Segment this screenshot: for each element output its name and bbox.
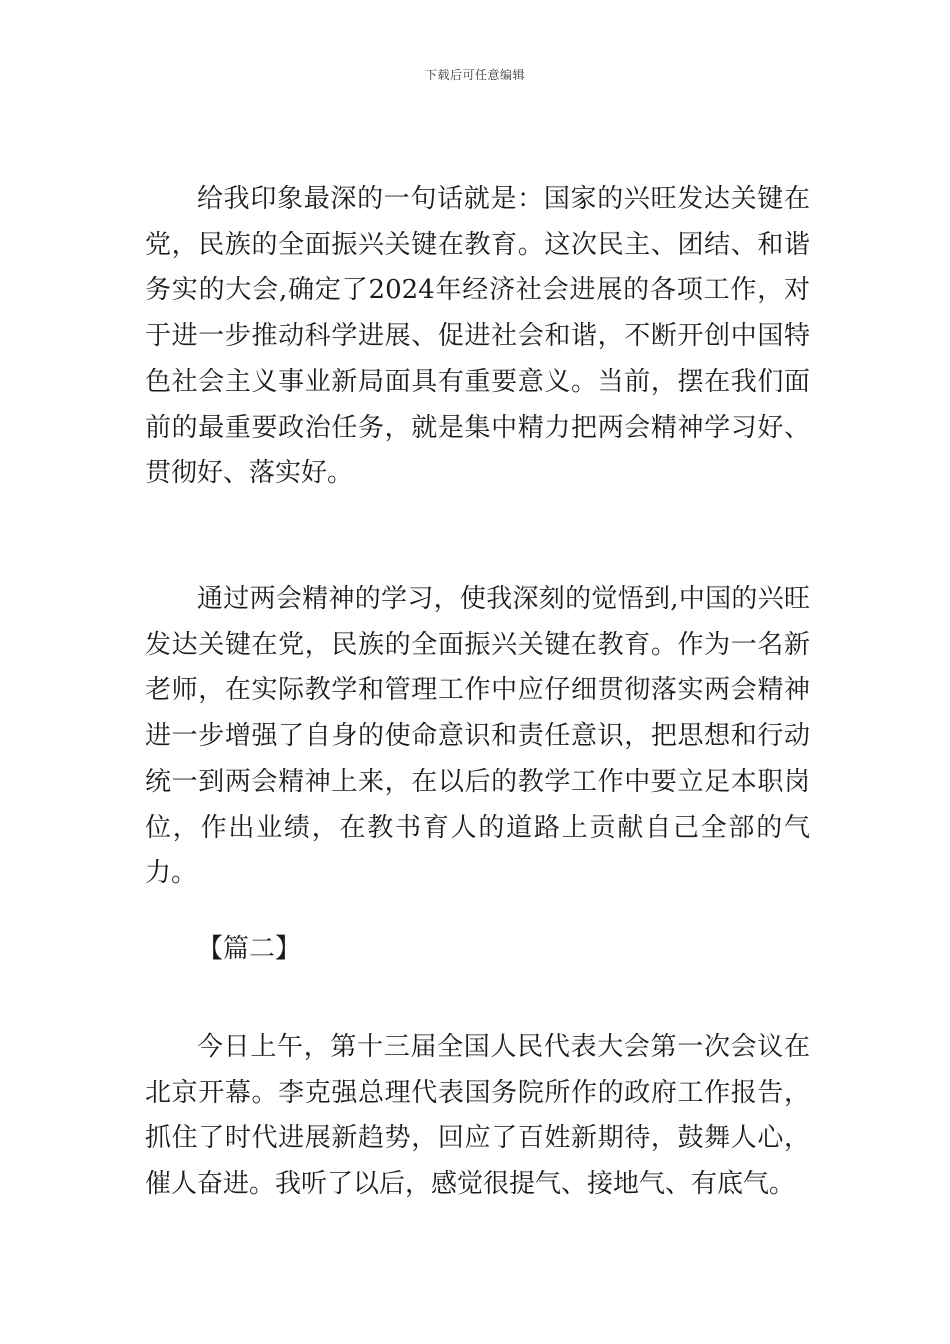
- section-heading: 【篇二】: [197, 934, 302, 964]
- paragraph-3: 今日上午，第十三届全国人民代表大会第一次会议在北京开幕。李克强总理代表国务院所作的政府工作报告，抓住了时代进展新趋势，回应了百姓新期待，鼓舞人心，催人奋进。我听了以后，感觉很提气、接地气、有底气。: [145, 1032, 810, 1200]
- paragraph-1: 给我印象最深的一句话就是：国家的兴旺发达关键在党，民族的全面振兴关键在教育。这次民主、团结、和谐务实的大会,确定了2024年经济社会进展的各项工作，对于进一步推动科学进展、促进社会和谐，不断开创中国特色社会主义事业新局面具有重要意义。当前，摆在我们面前的最重要政治任务，就是集中精力把两会精神学习好、贯彻好、落实好。: [145, 184, 810, 489]
- header-note: 下载后可任意编辑: [424, 68, 525, 82]
- paragraph-2: 通过两会精神的学习，使我深刻的觉悟到,中国的兴旺发达关键在党，民族的全面振兴关键在教育。作为一名新老师，在实际教学和管理工作中应仔细贯彻落实两会精神进一步增强了自身的使命意识和责任意识，把思想和行动统一到两会精神上来，在以后的教学工作中要立足本职岗位，作出业绩，在教书育人的道路上贡献自己全部的气力。: [145, 584, 810, 889]
